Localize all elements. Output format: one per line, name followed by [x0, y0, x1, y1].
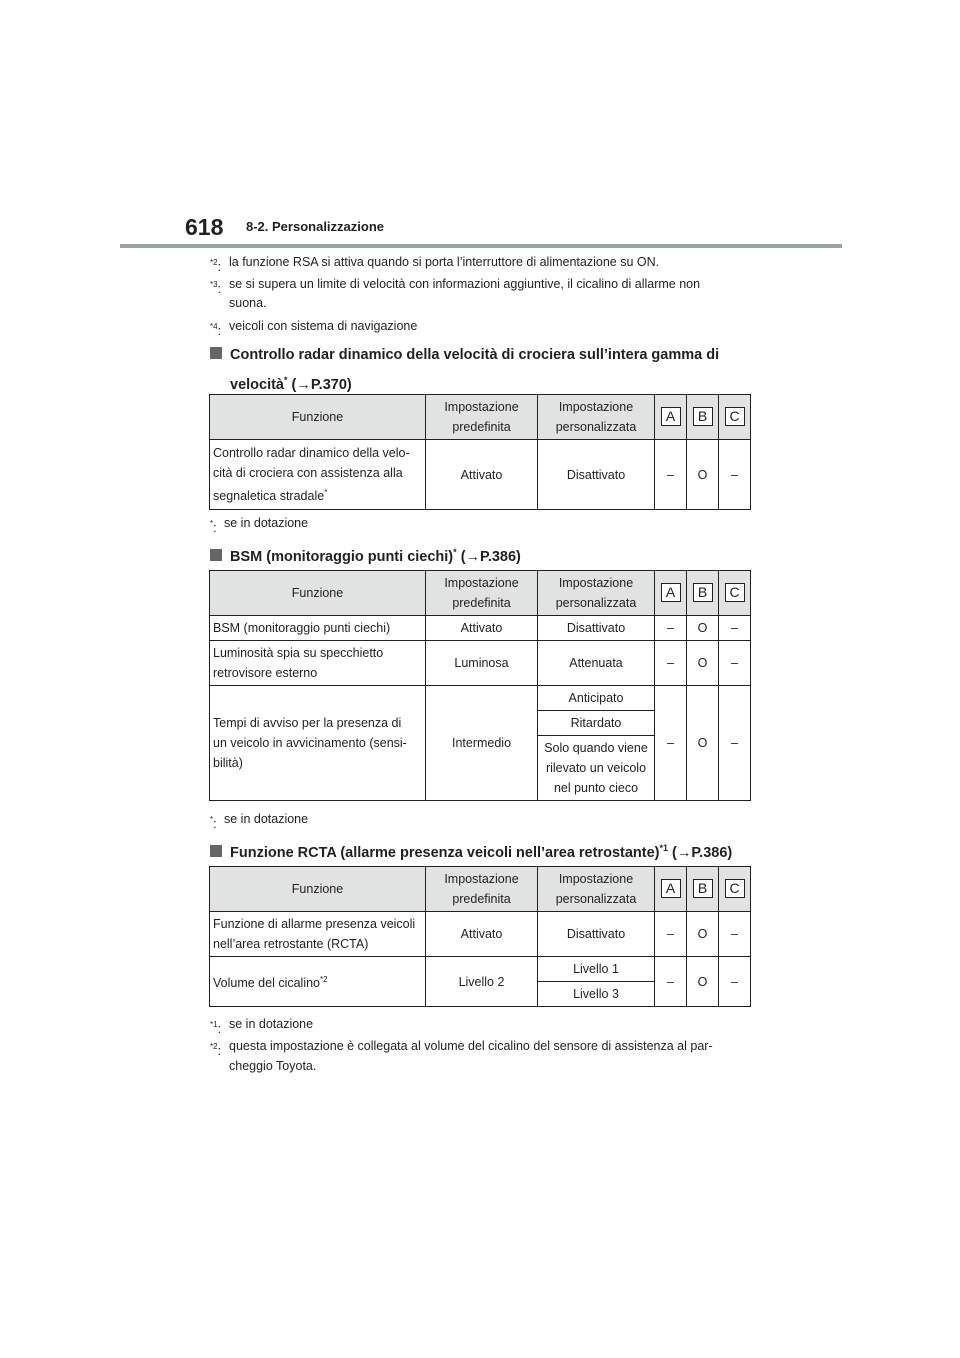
cell-default: Luminosa: [426, 641, 538, 686]
footnote-mark: *: [210, 815, 214, 824]
section3-heading: [210, 837, 810, 865]
cell-b: O: [687, 616, 719, 641]
heading-text: Funzione RCTA (allarme presenza veicoli nell’area retrostante): [230, 845, 660, 861]
heading-text-cont: velocità: [230, 377, 284, 393]
footnote-3: $^{*3}$: se si supera un limite di velocità con informazioni aggiuntive, il cicalino di allarme non suona.: [210, 275, 750, 315]
section2-heading: [210, 541, 770, 569]
header-line: predefinita: [452, 892, 511, 906]
footnote-text: se in dotazione: [224, 516, 309, 530]
header-line: personalizzata: [555, 596, 637, 610]
box-a: A: [661, 407, 681, 426]
cell-function: [210, 912, 426, 957]
cell-line: Solo quando viene: [544, 741, 648, 755]
col-header-b: [687, 867, 719, 912]
heading-mark: *: [453, 547, 457, 557]
cell-b: O: [687, 440, 719, 510]
header-line: Impostazione: [558, 576, 634, 590]
section3-table: [209, 866, 751, 1007]
footnote-mark: *3: [210, 280, 218, 289]
table-header-row: [210, 571, 751, 616]
footnote-4: $^{*4}$: veicoli con sistema di navigazione: [210, 319, 418, 338]
cell-mark: *2: [320, 975, 328, 984]
bullet-square-icon: [210, 347, 222, 359]
header-line: Impostazione: [444, 400, 519, 414]
box-b: B: [693, 583, 713, 602]
cell-line: Controllo radar dinamico della velo-: [213, 446, 410, 460]
box-b: B: [693, 407, 713, 426]
header-line: Impostazione: [558, 400, 634, 414]
page-ref-link[interactable]: (→P.386): [672, 845, 733, 861]
header-line: personalizzata: [555, 420, 637, 434]
cell-line: nell’area retrostante (RCTA): [213, 937, 369, 951]
cell-line: Tempi di avviso per la presenza di: [213, 716, 402, 730]
cell-mark: *: [324, 488, 328, 497]
box-a: A: [661, 879, 681, 898]
header-line: personalizzata: [555, 892, 637, 906]
page-ref-link[interactable]: (→P.370): [291, 377, 352, 393]
cell-line: Volume del cicalino: [213, 976, 321, 990]
cell-line: segnaletica stradale: [213, 489, 325, 503]
footnote-text: questa impostazione è collegata al volume del cicalino del sensore di assistenza al par-: [229, 1039, 713, 1053]
cell-custom: Disattivato: [538, 912, 655, 957]
header-line: predefinita: [452, 596, 511, 610]
col-header-default: [426, 571, 538, 616]
cell-line: un veicolo in avvicinamento (sensi-: [213, 736, 407, 750]
footnote-text: se si supera un limite di velocità con informazioni aggiuntive, il cicalino di allarme non: [229, 277, 701, 291]
cell-function: [210, 641, 426, 686]
box-a: A: [661, 583, 681, 602]
table-row: [210, 440, 751, 510]
cell-line: nel punto cieco: [553, 781, 639, 795]
footnote-2: $^{*2}$: la funzione RSA si attiva quando si porta l’interruttore di alimentazione su ON.: [210, 255, 660, 274]
footnote-text: veicoli con sistema di navigazione: [229, 319, 418, 333]
col-header-default: [426, 867, 538, 912]
cell-c: –: [719, 616, 751, 641]
cell-default: Attivato: [426, 616, 538, 641]
col-header-b: [687, 395, 719, 440]
col-header-c: [719, 867, 751, 912]
col-header-custom: [538, 867, 655, 912]
heading-text: Controllo radar dinamico della velocità di crociera sull’intera gamma di: [230, 347, 720, 363]
cell-c: –: [719, 641, 751, 686]
cell-c: –: [719, 440, 751, 510]
col-header-a: [655, 867, 687, 912]
cell-a: –: [655, 616, 687, 641]
table-row: [210, 957, 751, 982]
cell-c: –: [719, 686, 751, 801]
page-number: 618: [185, 214, 224, 240]
col-header-function: Funzione: [210, 571, 426, 616]
cell-custom: Ritardato: [538, 711, 655, 736]
cell-line: Funzione di allarme presenza veicoli: [213, 917, 416, 931]
cell-custom: [538, 736, 655, 801]
cell-a: –: [655, 641, 687, 686]
bullet-square-icon: [210, 845, 222, 857]
section2-table: [209, 570, 751, 801]
col-header-a: [655, 395, 687, 440]
section3-footnote-1: $^{*1}$: se in dotazione: [210, 1017, 314, 1036]
heading-mark: *: [284, 375, 288, 385]
col-header-c: [719, 571, 751, 616]
footnote-mark: *: [210, 519, 214, 528]
cell-a: –: [655, 686, 687, 801]
cell-function: [210, 957, 426, 1007]
cell-line: Luminosità spia su specchietto: [213, 646, 384, 660]
cell-b: O: [687, 912, 719, 957]
table-row: [210, 616, 751, 641]
footnote-mark: *2: [210, 258, 218, 267]
box-c: C: [725, 407, 745, 426]
box-c: C: [725, 583, 745, 602]
cell-default: Attivato: [426, 912, 538, 957]
cell-a: –: [655, 957, 687, 1007]
section-title: 8-2. Personalizzazione: [246, 219, 384, 234]
section1-heading: [210, 344, 770, 397]
cell-custom: Livello 1: [538, 957, 655, 982]
box-c: C: [725, 879, 745, 898]
cell-a: –: [655, 912, 687, 957]
cell-a: –: [655, 440, 687, 510]
footnote-text: la funzione RSA si attiva quando si porta l’interruttore di alimentazione su ON.: [229, 255, 660, 269]
cell-custom: Anticipato: [538, 686, 655, 711]
cell-c: –: [719, 957, 751, 1007]
header-line: predefinita: [452, 420, 511, 434]
page-ref-link[interactable]: (→P.386): [460, 549, 521, 565]
cell-c: –: [719, 912, 751, 957]
cell-custom: Attenuata: [538, 641, 655, 686]
cell-line: retrovisore esterno: [213, 666, 318, 680]
section1-footnote: *: se in dotazione: [210, 516, 309, 535]
bullet-square-icon: [210, 549, 222, 561]
footnote-mark: *2: [210, 1042, 218, 1051]
cell-b: O: [687, 686, 719, 801]
table-row: [210, 641, 751, 686]
footnote-mark: *1: [210, 1020, 218, 1029]
table-row: [210, 686, 751, 711]
footnote-text: se in dotazione: [224, 812, 309, 826]
footnote-text: se in dotazione: [229, 1017, 314, 1031]
footnote-text-cont: suona.: [229, 296, 267, 310]
cell-line: rilevato un veicolo: [545, 761, 647, 775]
cell-function: BSM (monitoraggio punti ciechi): [210, 616, 426, 641]
box-b: B: [693, 879, 713, 898]
header-line: Impostazione: [444, 576, 519, 590]
col-header-custom: [538, 571, 655, 616]
section3-footnote-2: $^{*2}$: questa impostazione è collegata al volume del cicalino del sensore di assistenza al par- cheggio Toyota.: [210, 1037, 750, 1077]
table-header-row: [210, 395, 751, 440]
cell-default: Attivato: [426, 440, 538, 510]
header-line: Impostazione: [444, 872, 519, 886]
heading-mark: *1: [659, 843, 669, 853]
cell-custom: Disattivato: [538, 616, 655, 641]
cell-default: Livello 2: [426, 957, 538, 1007]
cell-function: [210, 686, 426, 801]
col-header-b: [687, 571, 719, 616]
table-header-row: [210, 867, 751, 912]
section1-table: [209, 394, 751, 510]
col-header-default: [426, 395, 538, 440]
cell-custom: Disattivato: [538, 440, 655, 510]
section2-footnote: *: se in dotazione: [210, 812, 309, 831]
footnote-mark: *4: [210, 322, 218, 331]
col-header-custom: [538, 395, 655, 440]
cell-default: Intermedio: [426, 686, 538, 801]
col-header-a: [655, 571, 687, 616]
heading-text: BSM (monitoraggio punti ciechi): [230, 549, 454, 565]
cell-line: bilità): [213, 756, 243, 770]
footnote-text-cont: cheggio Toyota.: [229, 1059, 317, 1073]
header-line: Impostazione: [558, 872, 634, 886]
cell-function: [210, 440, 426, 510]
col-header-function: Funzione: [210, 867, 426, 912]
col-header-function: Funzione: [210, 395, 426, 440]
header-rule: [120, 244, 842, 248]
col-header-c: [719, 395, 751, 440]
table-row: [210, 912, 751, 957]
cell-line: cità di crociera con assistenza alla: [213, 466, 403, 480]
cell-b: O: [687, 641, 719, 686]
cell-custom: Livello 3: [538, 982, 655, 1007]
cell-b: O: [687, 957, 719, 1007]
